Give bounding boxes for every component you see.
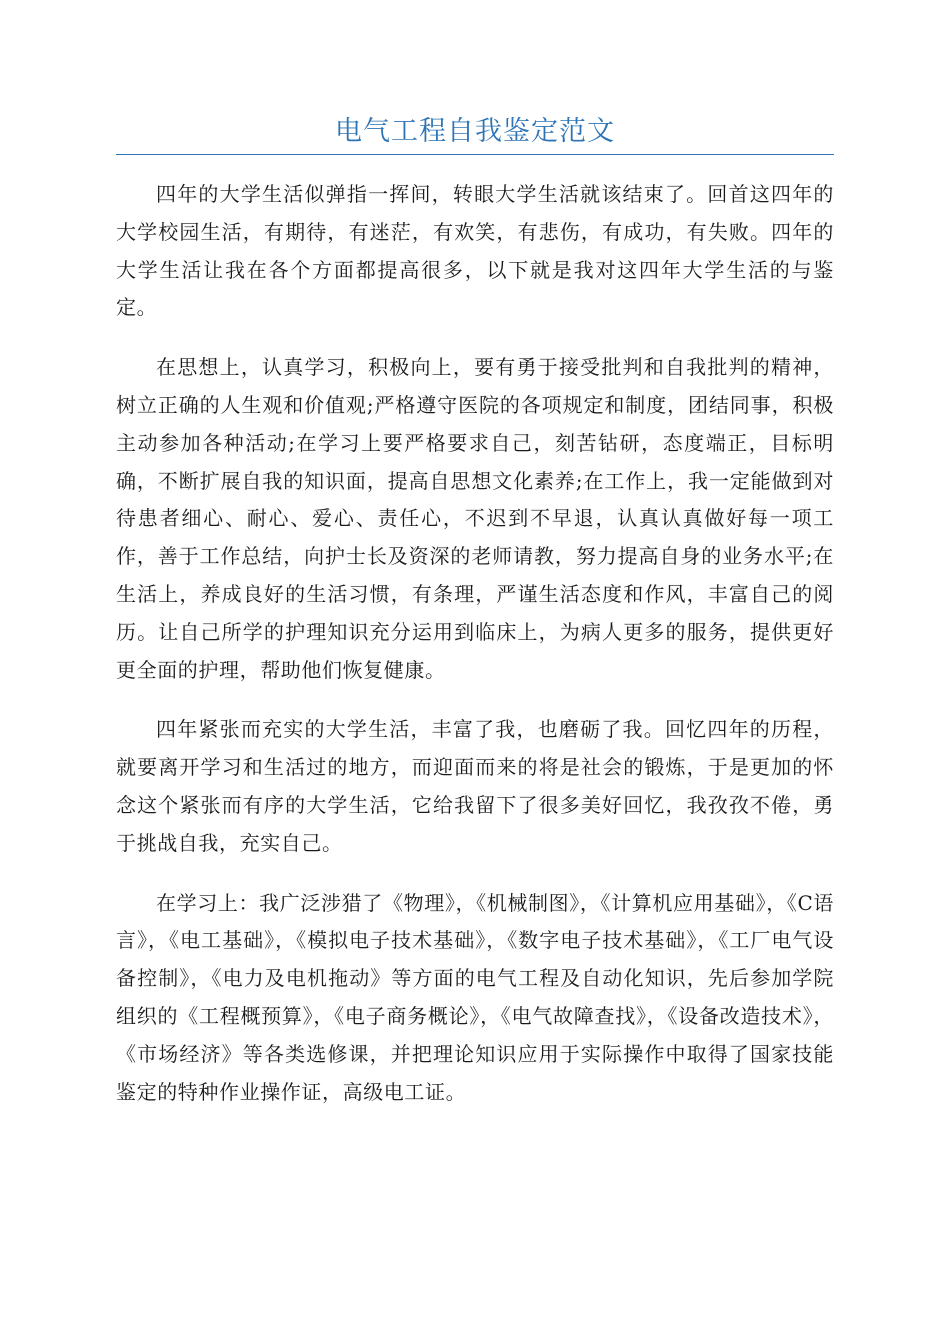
title-underline bbox=[116, 154, 834, 155]
document-title: 电气工程自我鉴定范文 bbox=[335, 116, 615, 147]
paragraph-intro: 四年的大学生活似弹指一挥间，转眼大学生活就该结束了。回首这四年的大学校园生活，有期待，有迷茫，有欢笑，有悲伤，有成功，有失败。四年的大学生活让我在各个方面都提高很多，以下就是我对这四年大学生活的与鉴定。 bbox=[116, 182, 834, 320]
document-body bbox=[116, 176, 834, 1133]
paragraph-thought: 在思想上，认真学习，积极向上，要有勇于接受批判和自我批判的精神，树立正确的人生观和价值观;严格遵守医院的各项规定和制度，团结同事，积极主动参加各种活动;在学习上要严格要求自己，刻苦钻研，态度端正，目标明确，不断扩展自我的知识面，提高自思想文化素养;在工作上，我一定能做到对待患者细心、耐心、爱心、责任心，不迟到不早退，认真认真做好每一项工作，善于工作总结，向护士长及资深的老师请教，努力提高自身的业务水平;在生活上，养成良好的生活习惯，有条理，严谨生活态度和作风，丰富自己的阅历。让自己所学的护理知识充分运用到临床上，为病人更多的服务，提供更好更全面的护理，帮助他们恢复健康。 bbox=[116, 355, 834, 682]
paragraph-university-life: 四年紧张而充实的大学生活，丰富了我，也磨砺了我。回忆四年的历程，就要离开学习和生活过的地方，而迎面而来的将是社会的锻炼，于是更加的怀念这个紧张而有序的大学生活，它给我留下了很多美好回忆，我孜孜不倦，勇于挑战自我，充实自己。 bbox=[116, 717, 834, 855]
paragraph-study: 在学习上：我广泛涉猎了《物理》，《机械制图》，《计算机应用基础》，《C语言》，《电工基础》，《模拟电子技术基础》，《数字电子技术基础》，《工厂电气设备控制》，《电力及电机拖动》等方面的电气工程及自动化知识，先后参加学院组织的《工程概预算》，《电子商务概论》，《电气故障查找》，《设备改造技术》，《市场经济》等各类选修课，并把理论知识应用于实际操作中取得了国家技能鉴定的特种作业操作证，高级电工证。 bbox=[116, 890, 834, 1104]
